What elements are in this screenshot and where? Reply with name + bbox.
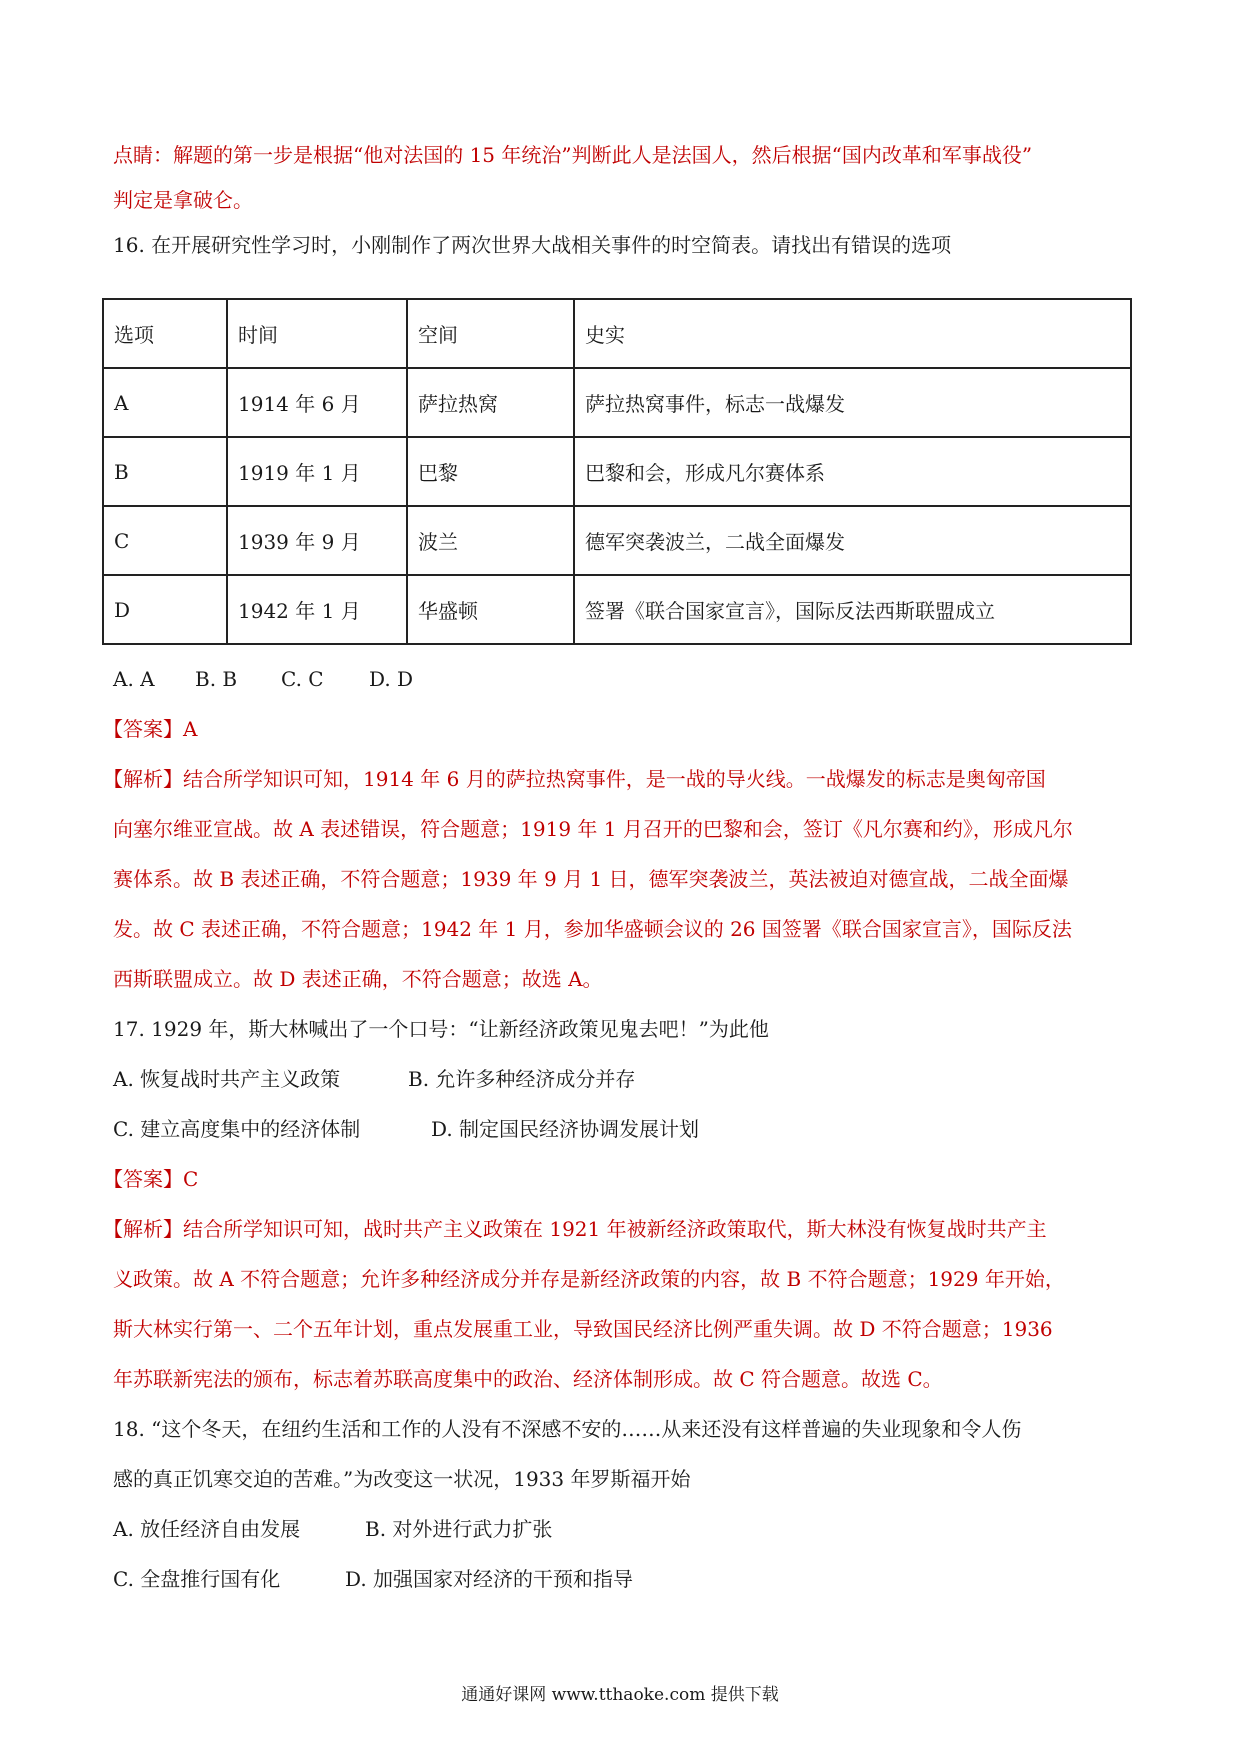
table-cell: 萨拉热窝事件，标志一战爆发 [574, 368, 1131, 437]
question-18-stem-line-2: 感的真正饥寒交迫的苦难。”为改变这一状况，1933 年罗斯福开始 [113, 1467, 691, 1491]
option-a: A. 恢复战时共产主义政策 [113, 1067, 341, 1091]
question-16-options [113, 664, 1133, 694]
tip-line-1: 点睛：解题的第一步是根据“他对法国的 15 年统治”判断此人是法国人，然后根据“国内改革和军事战役” [113, 143, 1033, 167]
analysis-line: 【解析】结合所学知识可知，1914 年 6 月的萨拉热窝事件，是一战的导火线。一战爆发的标志是奥匈帝国 [103, 767, 1046, 791]
option-d: D. 加强国家对经济的干预和指导 [345, 1567, 634, 1591]
table-cell: 萨拉热窝 [407, 368, 574, 437]
question-16-stem: 16. 在开展研究性学习时，小刚制作了两次世界大战相关事件的时空简表。请找出有错误的选项 [113, 233, 952, 257]
analysis-line: 赛体系。故 B 表述正确，不符合题意；1939 年 9 月 1 日，德军突袭波兰，英法被迫对德宣战，二战全面爆 [113, 867, 1069, 891]
analysis-line: 向塞尔维亚宣战。故 A 表述错误，符合题意；1919 年 1 月召开的巴黎和会，签订《凡尔赛和约》，形成凡尔 [113, 817, 1073, 841]
table-cell: 1939 年 9 月 [227, 506, 407, 575]
option-d: D. D [369, 667, 414, 691]
table-header-cell: 选项 [103, 299, 227, 368]
table-header-cell: 史实 [574, 299, 1131, 368]
table-cell: 签署《联合国家宣言》，国际反法西斯联盟成立 [574, 575, 1131, 644]
question-17-options-row-1 [113, 1064, 1133, 1094]
table-row [103, 506, 1131, 575]
table-row [103, 368, 1131, 437]
table-header-row [103, 299, 1131, 368]
table-row [103, 437, 1131, 506]
analysis-line: 西斯联盟成立。故 D 表述正确，不符合题意；故选 A。 [113, 967, 603, 991]
tip-line-2: 判定是拿破仑。 [113, 188, 253, 212]
table-cell: C [103, 506, 227, 575]
table-row [103, 575, 1131, 644]
option-a: A. 放任经济自由发展 [113, 1517, 301, 1541]
question-17-answer: 【答案】C [103, 1167, 199, 1191]
table-cell: 德军突袭波兰，二战全面爆发 [574, 506, 1131, 575]
option-c: C. 建立高度集中的经济体制 [113, 1117, 361, 1141]
table-cell: A [103, 368, 227, 437]
question-17-stem: 17. 1929 年，斯大林喊出了一个口号：“让新经济政策见鬼去吧！”为此他 [113, 1017, 769, 1041]
option-b: B. 对外进行武力扩张 [365, 1517, 553, 1541]
question-18-options-row-1 [113, 1514, 1133, 1544]
table-header-cell: 时间 [227, 299, 407, 368]
question-18-options-row-2 [113, 1564, 1133, 1594]
option-b: B. 允许多种经济成分并存 [408, 1067, 636, 1091]
timeline-table [102, 298, 1132, 645]
option-a: A. A [113, 667, 155, 691]
table-header-cell: 空间 [407, 299, 574, 368]
analysis-line: 发。故 C 表述正确，不符合题意；1942 年 1 月，参加华盛顿会议的 26 国签署《联合国家宣言》，国际反法 [113, 917, 1072, 941]
analysis-line: 【解析】结合所学知识可知，战时共产主义政策在 1921 年被新经济政策取代，斯大林没有恢复战时共产主 [103, 1217, 1047, 1241]
page-footer: 通通好课网 www.tthaoke.com 提供下载 [461, 1685, 779, 1705]
table-cell: 1942 年 1 月 [227, 575, 407, 644]
table-cell: 波兰 [407, 506, 574, 575]
analysis-line: 义政策。故 A 不符合题意；允许多种经济成分并存是新经济政策的内容，故 B 不符合题意；1929 年开始， [113, 1267, 1065, 1291]
question-18-stem-line-1: 18. “这个冬天，在纽约生活和工作的人没有不深感不安的……从来还没有这样普遍的失业现象和令人伤 [113, 1417, 1022, 1441]
option-c: C. 全盘推行国有化 [113, 1567, 281, 1591]
analysis-line: 年苏联新宪法的颁布，标志着苏联高度集中的政治、经济体制形成。故 C 符合题意。故选 C。 [113, 1367, 943, 1391]
question-17-options-row-2 [113, 1114, 1133, 1144]
question-16-answer: 【答案】A [103, 717, 198, 741]
table-cell: 巴黎 [407, 437, 574, 506]
table-cell: 华盛顿 [407, 575, 574, 644]
analysis-line: 斯大林实行第一、二个五年计划，重点发展重工业，导致国民经济比例严重失调。故 D 不符合题意；1936 [113, 1317, 1053, 1341]
option-d: D. 制定国民经济协调发展计划 [431, 1117, 700, 1141]
table-cell: 1914 年 6 月 [227, 368, 407, 437]
table-cell: D [103, 575, 227, 644]
table-cell: 1919 年 1 月 [227, 437, 407, 506]
table-cell: B [103, 437, 227, 506]
option-c: C. C [281, 667, 324, 691]
table-cell: 巴黎和会，形成凡尔赛体系 [574, 437, 1131, 506]
option-b: B. B [195, 667, 238, 691]
